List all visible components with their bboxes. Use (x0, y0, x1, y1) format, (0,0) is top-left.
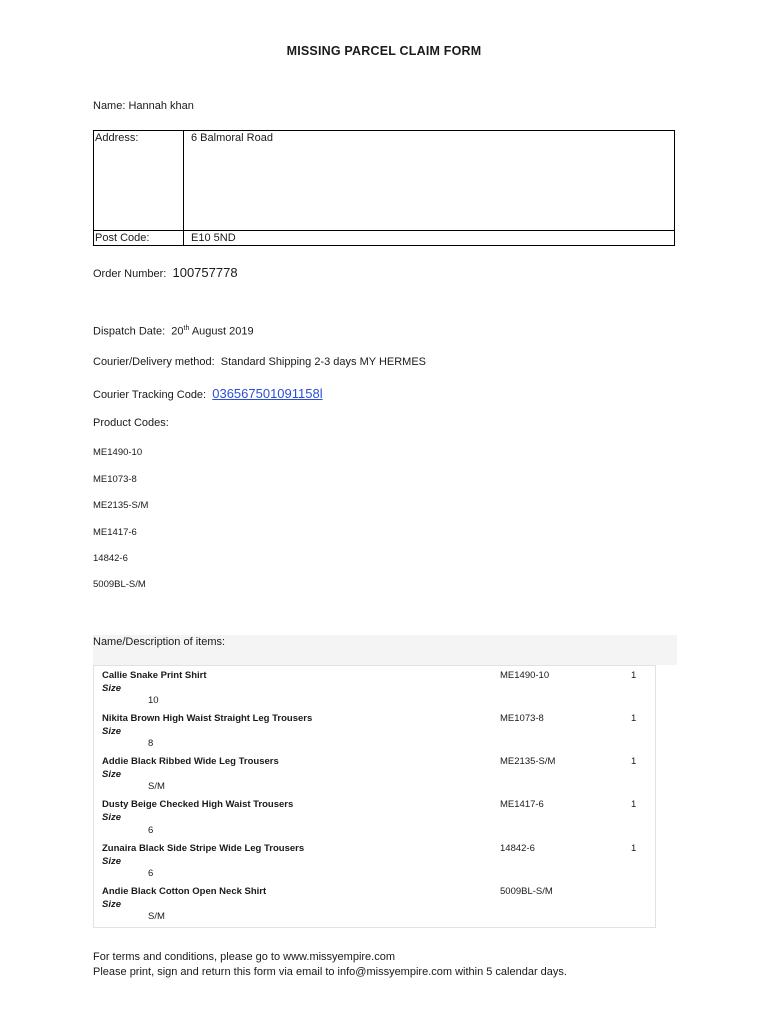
item-qty-4: 1 (631, 799, 637, 810)
product-code-4: ME1417-6 (93, 527, 137, 538)
item-qty-3: 1 (631, 756, 637, 767)
item-size-1: 10 (148, 695, 159, 706)
dispatch-date-row (93, 325, 254, 338)
tracking-row (93, 386, 323, 401)
product-codes-label: Product Codes: (93, 417, 169, 429)
item-size-5: 6 (148, 868, 154, 879)
item-qty-5: 1 (631, 843, 637, 854)
item-size-label-5: Size (102, 856, 122, 867)
item-code-6: 5009BL-S/M (500, 886, 553, 897)
items-label: Name/Description of items: (93, 636, 226, 648)
dispatch-date-label: Dispatch Date: (93, 325, 166, 338)
postcode-label: Post Code: (94, 231, 184, 246)
item-name-5: Zunaira Black Side Stripe Wide Leg Trousers (102, 843, 305, 854)
product-code-3: ME2135-S/M (93, 500, 149, 511)
address-table (93, 130, 675, 246)
footer-terms: For terms and conditions, please go to www.missyempire.com (93, 951, 396, 963)
tracking-label: Courier Tracking Code: (93, 389, 207, 401)
item-name-2: Nikita Brown High Waist Straight Leg Trousers (102, 713, 313, 724)
item-name-4: Dusty Beige Checked High Waist Trousers (102, 799, 294, 810)
address-label: Address: (94, 131, 184, 231)
item-code-3: ME2135-S/M (500, 756, 556, 767)
item-size-4: 6 (148, 825, 154, 836)
product-code-2: ME1073-8 (93, 474, 137, 485)
item-size-label-6: Size (102, 899, 122, 910)
dispatch-day-suffix: th (183, 325, 190, 332)
item-name-1: Callie Snake Print Shirt (102, 670, 207, 681)
item-size-label-1: Size (102, 683, 122, 694)
item-code-5: 14842-6 (500, 843, 535, 854)
product-code-5: 14842-6 (93, 553, 128, 564)
dispatch-month-year: August 2019 (191, 325, 254, 338)
item-size-6: S/M (148, 911, 165, 922)
dispatch-day: 20 (171, 325, 184, 338)
item-size-label-2: Size (102, 726, 122, 737)
item-size-2: 8 (148, 738, 154, 749)
item-size-label-3: Size (102, 769, 122, 780)
name-line: Name: Hannah khan (93, 100, 194, 112)
courier-label: Courier/Delivery method: (93, 356, 215, 368)
item-size-label-4: Size (102, 812, 122, 823)
address-value: 6 Balmoral Road (184, 131, 675, 231)
order-number-row (93, 265, 238, 280)
product-code-6: 5009BL-S/M (93, 579, 146, 590)
order-number-label: Order Number: (93, 268, 167, 280)
item-code-4: ME1417-6 (500, 799, 544, 810)
product-code-1: ME1490-10 (93, 447, 143, 458)
order-number-value: 100757778 (172, 265, 238, 280)
footer-instructions: Please print, sign and return this form via email to info@missyempire.com within 5 calendar days. (93, 966, 567, 978)
item-name-6: Andie Black Cotton Open Neck Shirt (102, 886, 267, 897)
postcode-value: E10 5ND (184, 231, 675, 246)
courier-value: Standard Shipping 2-3 days MY HERMES (220, 356, 427, 368)
tracking-code-link[interactable]: 036567501091158l (212, 386, 323, 401)
item-code-2: ME1073-8 (500, 713, 544, 724)
item-qty-2: 1 (631, 713, 637, 724)
courier-row (93, 356, 426, 368)
item-size-3: S/M (148, 781, 165, 792)
form-title: MISSING PARCEL CLAIM FORM (286, 44, 482, 58)
item-code-1: ME1490-10 (500, 670, 550, 681)
item-name-3: Addie Black Ribbed Wide Leg Trousers (102, 756, 279, 767)
item-qty-1: 1 (631, 670, 637, 681)
